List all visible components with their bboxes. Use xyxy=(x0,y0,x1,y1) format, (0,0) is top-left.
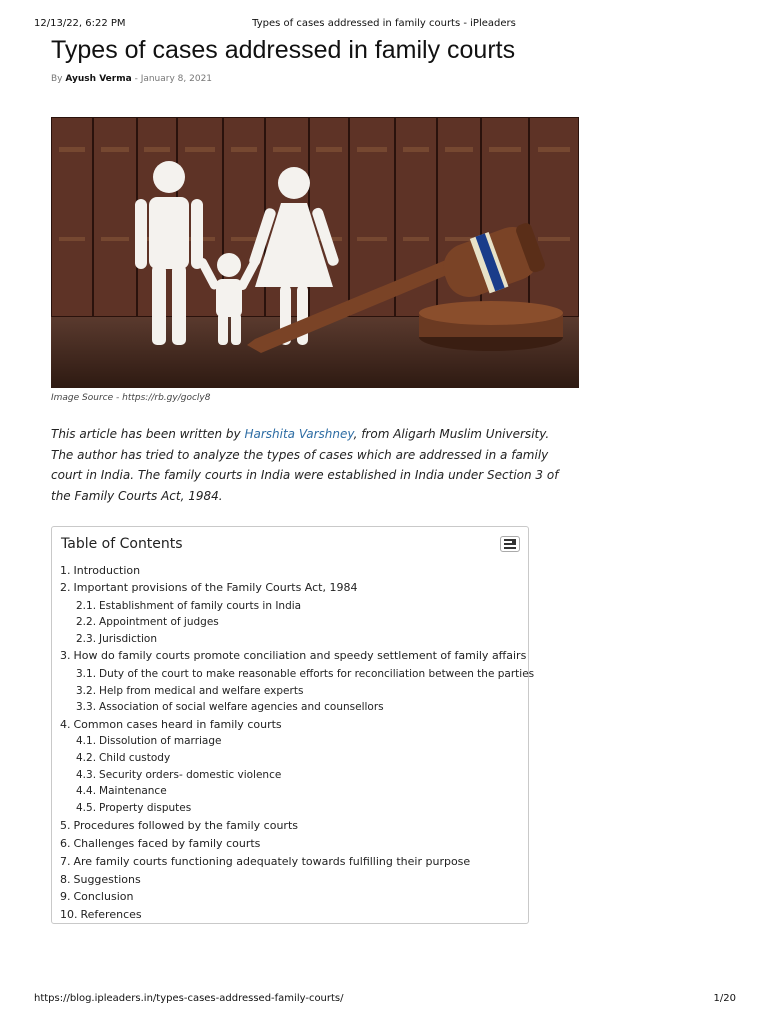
toc-item-number: 4.4. xyxy=(76,785,97,797)
toc-item[interactable] xyxy=(60,890,133,903)
toc-item-label: Child custody xyxy=(99,752,171,764)
image-caption: Image Source - https://rb.gy/gocly8 xyxy=(51,393,211,403)
toc-item-label: Suggestions xyxy=(73,873,141,886)
toc-item-number: 4.1. xyxy=(76,735,97,747)
toc-item-label: Conclusion xyxy=(73,890,134,903)
toc-item[interactable] xyxy=(60,581,357,594)
toc-item[interactable] xyxy=(76,802,191,814)
toc-item-number: 4.5. xyxy=(76,802,97,814)
toc-item-number: 3.1. xyxy=(76,668,97,680)
toc-item-label: Appointment of judges xyxy=(99,616,219,628)
toc-item-number: 9. xyxy=(60,890,71,903)
list-toggle-icon xyxy=(504,539,516,549)
toc-item-number: 2.2. xyxy=(76,616,97,628)
toc-item-number: 8. xyxy=(60,873,71,886)
toc-item[interactable] xyxy=(76,616,219,628)
toc-item-label: Maintenance xyxy=(99,785,167,797)
toc-item-label: Challenges faced by family courts xyxy=(73,837,261,850)
family-court-illustration xyxy=(51,117,579,388)
table-of-contents xyxy=(51,526,535,924)
toc-toggle-button[interactable] xyxy=(500,536,520,552)
toc-item-label: Property disputes xyxy=(99,802,192,814)
toc-item[interactable] xyxy=(60,718,282,731)
toc-item-label: Jurisdiction xyxy=(99,633,157,645)
toc-item-label: Important provisions of the Family Courts Act, 1984 xyxy=(73,581,358,594)
toc-item[interactable] xyxy=(76,752,170,764)
toc-item[interactable] xyxy=(60,837,260,850)
toc-item[interactable] xyxy=(76,785,167,797)
toc-item-label: Common cases heard in family courts xyxy=(73,718,282,731)
toc-item-label: References xyxy=(80,908,142,921)
toc-item-label: Help from medical and welfare experts xyxy=(99,685,304,697)
toc-item-label: Establishment of family courts in India xyxy=(99,600,302,612)
toc-item-number: 7. xyxy=(60,855,71,868)
toc-item-label: Association of social welfare agencies and counsellors xyxy=(99,701,384,713)
toc-item-number: 1. xyxy=(60,564,71,577)
page-url: https://blog.ipleaders.in/types-cases-addressed-family-courts/ xyxy=(34,993,344,1004)
toc-item-number: 10. xyxy=(60,908,78,921)
toc-item[interactable] xyxy=(76,685,303,697)
toc-item[interactable] xyxy=(76,633,157,645)
toc-item[interactable] xyxy=(60,908,142,921)
toc-item-number: 5. xyxy=(60,819,71,832)
author-link[interactable]: Ayush Verma xyxy=(65,74,132,84)
hero-image xyxy=(51,117,579,388)
toc-item-label: Dissolution of marriage xyxy=(99,735,222,747)
toc-item[interactable] xyxy=(60,855,470,868)
toc-item[interactable] xyxy=(76,668,534,680)
toc-item-label: How do family courts promote conciliation and speedy settlement of family affairs xyxy=(73,649,527,662)
print-datetime: 12/13/22, 6:22 PM xyxy=(34,18,126,29)
article-title: Types of cases addressed in family courts xyxy=(51,36,516,64)
toc-item-number: 4.2. xyxy=(76,752,97,764)
toc-title: Table of Contents xyxy=(61,536,183,552)
toc-item-label: Procedures followed by the family courts xyxy=(73,819,298,832)
toc-item[interactable] xyxy=(76,735,221,747)
byline-separator: - xyxy=(134,74,138,84)
toc-item-number: 2.1. xyxy=(76,600,97,612)
toc-item-label: Are family courts functioning adequately towards fulfilling their purpose xyxy=(73,855,471,868)
toc-item[interactable] xyxy=(60,564,140,577)
publish-date: January 8, 2021 xyxy=(140,74,213,84)
toc-item-number: 3.2. xyxy=(76,685,97,697)
toc-item-label: Security orders- domestic violence xyxy=(99,769,282,781)
toc-item-number: 2.3. xyxy=(76,633,97,645)
intro-text-start: This article has been written by xyxy=(51,427,245,441)
toc-item-number: 3. xyxy=(60,649,71,662)
toc-item-number: 6. xyxy=(60,837,71,850)
toc-item-number: 4.3. xyxy=(76,769,97,781)
toc-item[interactable] xyxy=(76,600,301,612)
toc-item-number: 2. xyxy=(60,581,71,594)
toc-item-number: 3.3. xyxy=(76,701,97,713)
toc-item-label: Duty of the court to make reasonable efforts for reconciliation between the parties xyxy=(99,668,535,680)
byline xyxy=(51,74,212,84)
author-profile-link[interactable]: Harshita Varshney xyxy=(244,427,354,441)
toc-item-number: 4. xyxy=(60,718,71,731)
toc-item[interactable] xyxy=(60,819,298,832)
intro-paragraph xyxy=(51,424,571,506)
toc-item[interactable] xyxy=(76,769,281,781)
toc-item-label: Introduction xyxy=(73,564,141,577)
toc-item[interactable] xyxy=(60,649,526,662)
print-page-title: Types of cases addressed in family courts - iPleaders xyxy=(252,18,516,29)
byline-prefix: By xyxy=(51,74,63,84)
page-number: 1/20 xyxy=(713,993,736,1004)
intro-text-end: , from Aligarh Muslim University. The author has tried to analyze the types of cases which are addressed in a family court in India. The family courts in India were established in India under Section 3 of the Family Courts Act, 1984. xyxy=(51,427,559,503)
toc-item[interactable] xyxy=(76,701,384,713)
toc-item[interactable] xyxy=(60,873,141,886)
